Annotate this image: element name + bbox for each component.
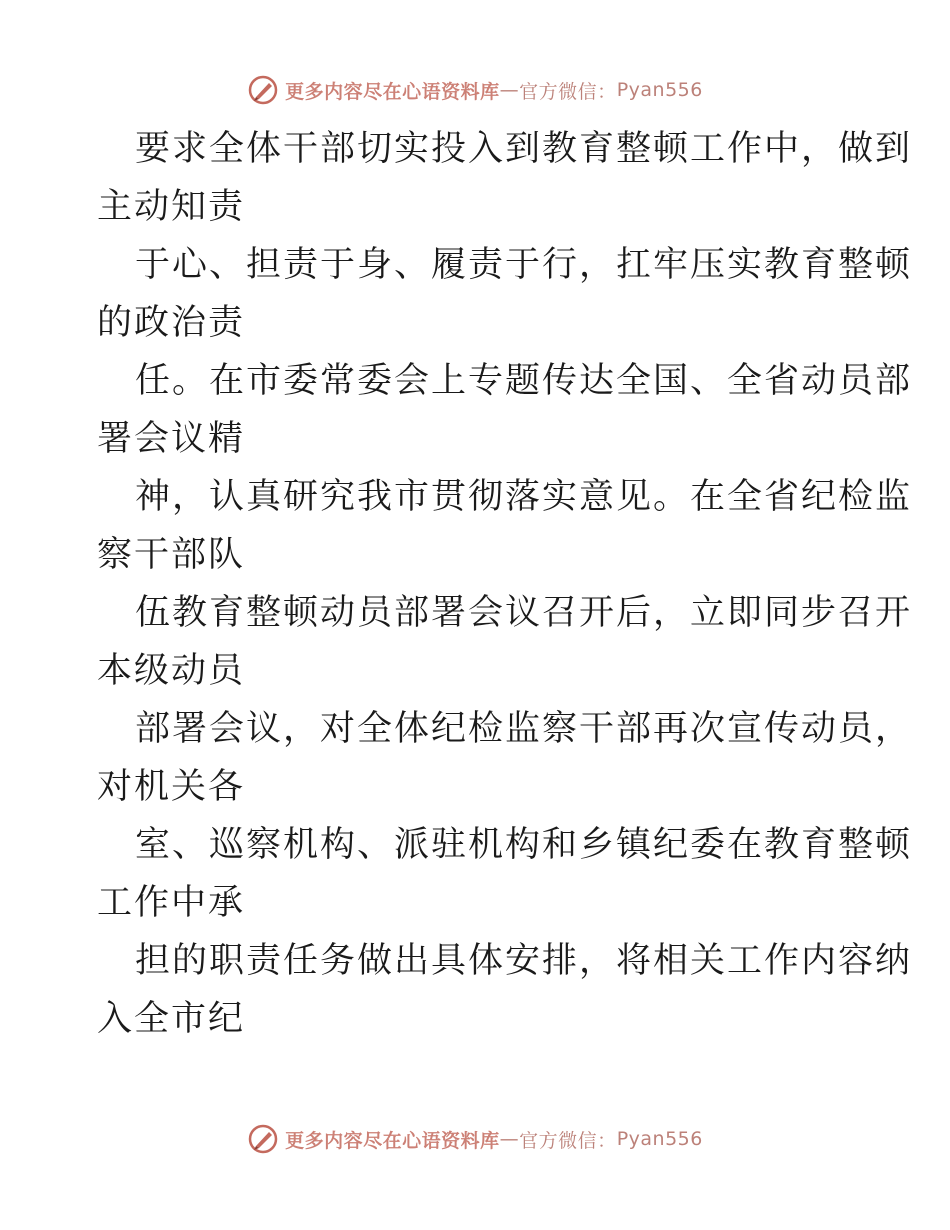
text-line-7 — [97, 816, 913, 932]
watermark-dash: — — [499, 79, 520, 101]
pen-logo-icon — [247, 74, 279, 106]
line-text: 神，认真研究我市贯彻落实意见。在全省纪检监 — [135, 477, 913, 517]
line-text: 担的职责任务做出具体安排，将相关工作内容纳 — [135, 941, 913, 981]
line-continuation: 本级动员 — [97, 651, 246, 691]
line-continuation: 对机关各 — [97, 767, 246, 807]
line-continuation: 主动知责 — [97, 187, 246, 227]
footer-watermark — [0, 1119, 950, 1159]
line-text: 部署会议，对全体纪检监察干部再次宣传动员， — [135, 709, 913, 749]
text-line-8 — [97, 932, 913, 1048]
text-line-3 — [97, 352, 913, 468]
text-line-1 — [97, 120, 913, 236]
watermark-text: 更多内容尽在心语资料库 — [285, 80, 500, 103]
text-line-5 — [97, 584, 913, 700]
pen-logo-icon — [247, 1123, 279, 1155]
text-line-4 — [97, 468, 913, 584]
watermark-wechat-label: 官方微信： — [519, 80, 617, 103]
watermark-wechat-id: Pyan556 — [616, 79, 703, 101]
line-text: 于心、担责于身、履责于行，扛牢压实教育整顿 — [135, 245, 913, 285]
text-line-6 — [97, 700, 913, 816]
line-continuation: 察干部队 — [97, 535, 246, 575]
line-text: 室、巡察机构、派驻机构和乡镇纪委在教育整顿 — [135, 825, 913, 865]
line-continuation: 的政治责 — [97, 303, 246, 343]
line-continuation: 署会议精 — [97, 419, 246, 459]
line-continuation: 工作中承 — [97, 883, 246, 923]
line-text: 任。在市委常委会上专题传达全国、全省动员部 — [135, 361, 913, 401]
line-text: 要求全体干部切实投入到教育整顿工作中，做到 — [135, 129, 913, 169]
watermark-text: 更多内容尽在心语资料库 — [285, 1129, 500, 1152]
line-text: 伍教育整顿动员部署会议召开后，立即同步召开 — [135, 593, 913, 633]
header-watermark — [0, 70, 950, 110]
line-continuation: 入全市纪 — [97, 999, 246, 1039]
watermark-wechat-id: Pyan556 — [616, 1128, 703, 1150]
text-line-2 — [97, 236, 913, 352]
watermark-dash: — — [499, 1128, 520, 1150]
watermark-wechat-label: 官方微信： — [519, 1129, 617, 1152]
document-body — [97, 120, 913, 1048]
